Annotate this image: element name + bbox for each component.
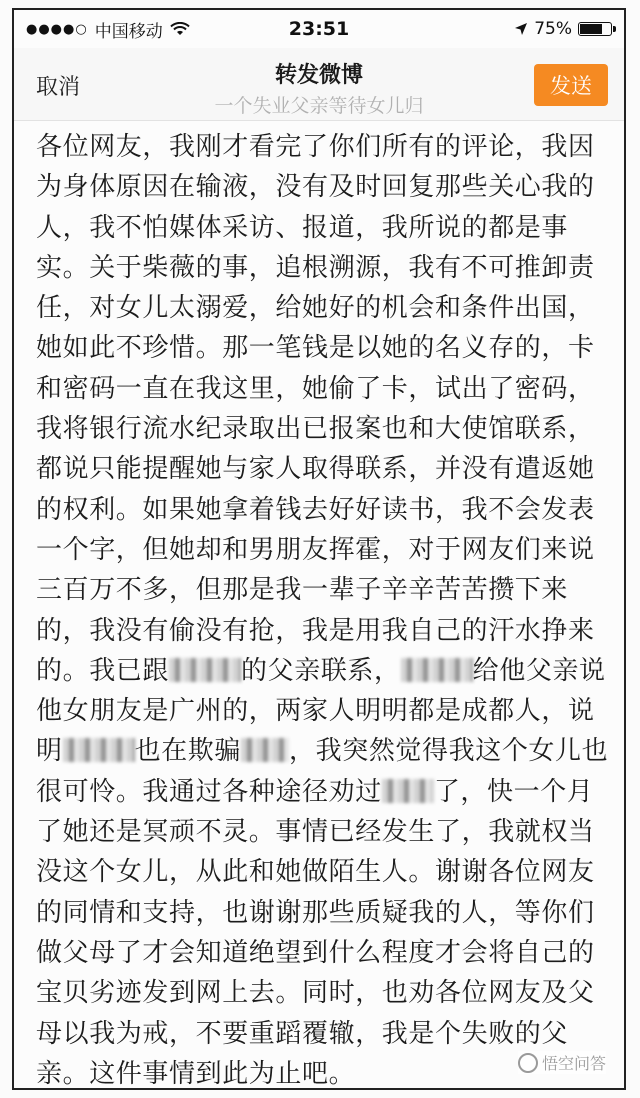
signal-strength: ●●●●○ [26,21,88,37]
redacted-name [169,658,241,682]
post-text-1: 各位网友，我刚才看完了你们所有的评论，我因为身体原因在输液，没有及时回复那些关心我的人，我不怕媒体采访、报道，我所说的都是事实。关于柴薇的事，追根溯源，我有不可推卸责任，对女儿太溺爱，给她好的机会和条件出国，她如此不珍惜。那一笔钱是以她的名义存的，卡和密码一直在我这里，她偷了卡，试出了密码，我将银行流水纪录取出已报案也和大使馆联系，都说只能提醒她与家人取得联系，并没有遣返她的权利。如果她拿着钱去好好读书，我不会发表一个字，但她却和男朋友挥霍，对于网友们来说三百万不多，但那是我一辈子辛辛苦苦攒下来的，我没有偷没有抢，我是用我自己的汗水挣来的。我已跟 [36,132,595,686]
watermark [518,1051,606,1074]
battery-icon [578,22,612,36]
clock: 23:51 [288,18,350,40]
screenshot-frame [12,8,626,1090]
wukong-logo-icon [518,1053,538,1073]
location-arrow-icon [514,22,528,36]
watermark-text: 悟空问答 [541,1054,606,1073]
battery-percent: 75% [534,19,572,39]
redacted-name [63,738,135,762]
nav-bar [14,48,624,121]
send-button[interactable]: 发送 [534,64,608,106]
battery-fill [580,24,602,34]
page-subtitle: 一个失业父亲等待女儿归 [214,95,424,117]
status-bar [14,10,624,48]
post-text-6: 了，快一个月了她还是冥顽不灵。事情已经发生了，我就权当没这个女儿，从此和她做陌生人。谢谢各位网友的同情和支持，也谢谢那些质疑我的人，等你们做父母了才会知道绝望到什么程度才会将自己的宝贝劣迹发到网上去。同时，也劝各位网友及父母以我为戒，不要重蹈覆辙，我是个失败的父亲。这件事情到此为止吧。 [36,776,595,1089]
redacted-name [401,658,473,682]
post-body[interactable] [14,121,624,1090]
wifi-icon [170,22,190,36]
carrier-name: 中国移动 [94,21,163,42]
post-text-5: ，我突然觉得我这个女儿也很可怜。我通过各种途径劝过 [36,736,609,807]
post-text-3: 给他父亲说他女朋友是广州的，两家人明明都是成都人，说明 [36,655,606,767]
post-text-2: 的父亲联系， [241,655,401,686]
nav-title-group [14,58,624,118]
cancel-button[interactable]: 取消 [36,75,81,100]
status-left [26,17,190,42]
redacted-name [382,779,434,803]
status-right [514,19,612,39]
redacted-name [241,738,289,762]
page-title: 转发微博 [274,63,363,88]
post-text-4: 也在欺骗 [134,736,242,767]
